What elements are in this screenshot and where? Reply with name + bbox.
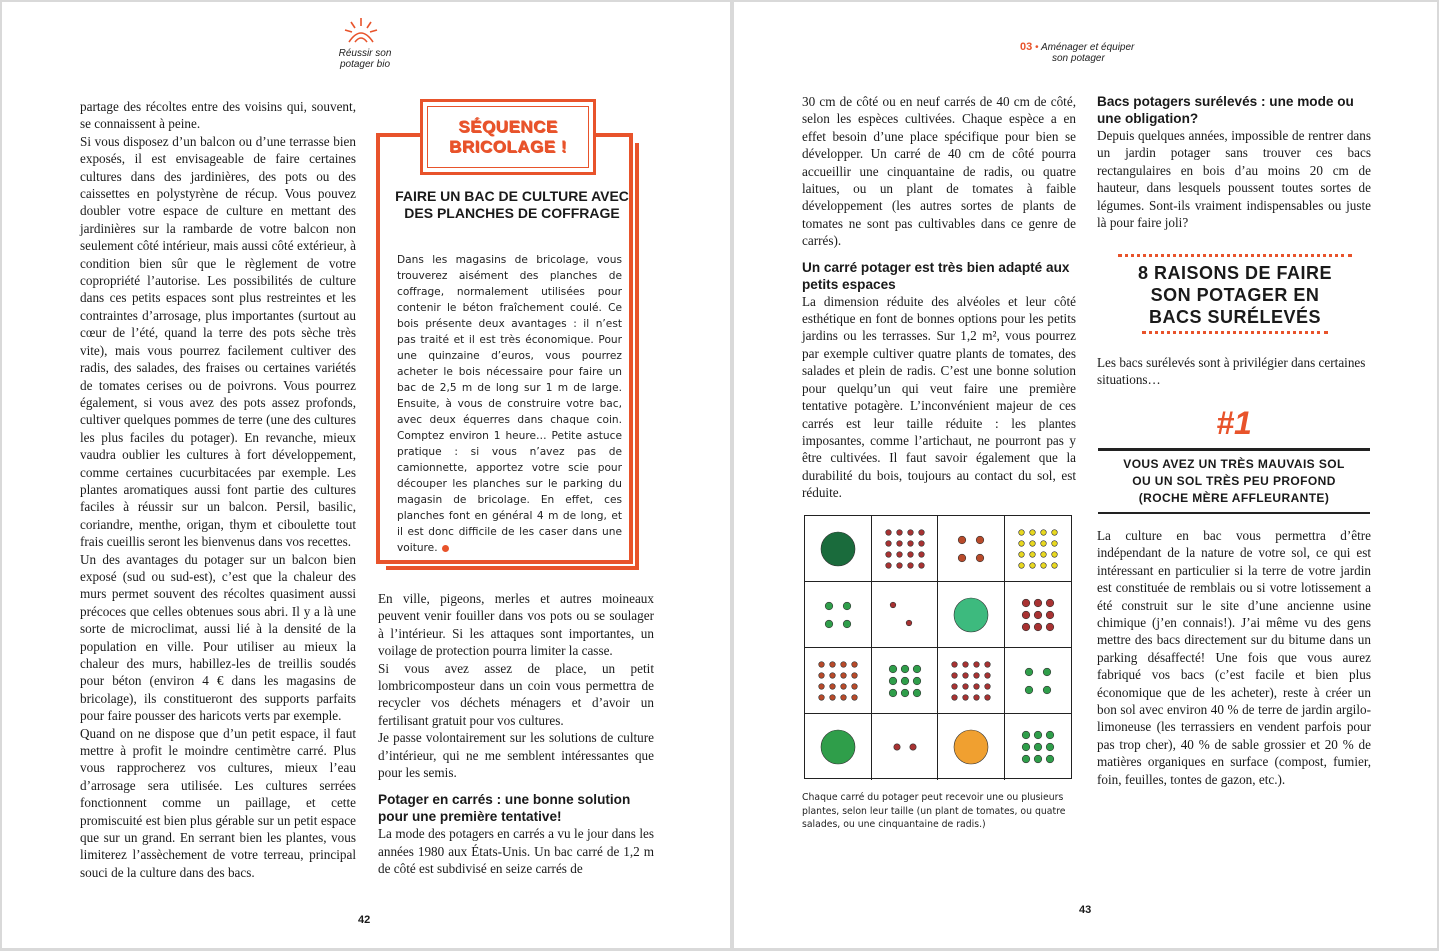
- sequence-tag-line: BRICOLAGE !: [449, 137, 567, 156]
- plant-small: [985, 662, 991, 668]
- paragraph: La dimension réduite des alvéoles et leur côté esthétique en font de bonnes options pour les petits jardins ou les terrasses. Sur 1,2 m², vous pourrez par exemple cultiver quatre plants de tomates, des salades et plein de radis. C’est une bonne solution pour quelqu’un qui veut faire une première tentative potagère. L’inconvénient majeur de ces carrés est leur taille réduite : les plantes imposantes, comme l’artichaut, ne pourront pas y être cultivées. Il faut savoir également que la durabilité du bois, toujours au contact du sol, est réduite.: [802, 293, 1076, 501]
- sequence-tag-inner: [427, 106, 589, 168]
- plant-small: [1018, 530, 1024, 536]
- grid-cell: [805, 648, 872, 714]
- running-header-line: son potager: [1052, 53, 1105, 64]
- plant-small: [976, 536, 984, 544]
- grid-cell: [938, 582, 1005, 648]
- chapter-number: 03: [1020, 41, 1033, 53]
- plant-small: [952, 695, 958, 701]
- plant-small: [1034, 623, 1042, 631]
- grid-cell: [805, 516, 872, 582]
- reason-number: #1: [1216, 405, 1252, 441]
- plant-small: [952, 662, 958, 668]
- plant-small: [1025, 668, 1033, 676]
- plant-small: [819, 684, 825, 690]
- left-text-column: [80, 98, 356, 881]
- plant-small: [830, 662, 836, 668]
- paragraph: partage des récoltes entre des voisins qui, souvent, se connaissent à peine.: [80, 99, 356, 132]
- plant-small: [1043, 686, 1051, 694]
- plant-small: [907, 541, 913, 547]
- left-page: [2, 2, 730, 948]
- plant-small: [830, 673, 836, 679]
- page-number-right: 43: [1079, 904, 1092, 916]
- sequence-body: [397, 252, 622, 556]
- plant-small: [1022, 611, 1030, 619]
- grid-cell: [872, 648, 939, 714]
- plant-small: [906, 620, 912, 626]
- plant-small: [889, 689, 897, 697]
- plant-small: [909, 744, 915, 750]
- plant-small: [1022, 623, 1030, 631]
- plant-small: [985, 673, 991, 679]
- plant-small: [918, 541, 924, 547]
- plant-small: [885, 541, 891, 547]
- plant-large: [821, 730, 855, 764]
- grid-cell-plants: [939, 583, 1003, 647]
- plant-small: [958, 554, 966, 562]
- grid-cell-plants: [1006, 583, 1070, 647]
- section-heading: Bacs potagers surélevés : une mode ou une obligation?: [1097, 94, 1354, 126]
- plant-small: [1043, 668, 1051, 676]
- plant-small: [1040, 552, 1046, 558]
- sun-logo-icon: [341, 16, 381, 50]
- plant-small: [841, 695, 847, 701]
- plant-small: [852, 684, 858, 690]
- plant-small: [974, 695, 980, 701]
- square-garden-grid: [804, 515, 1072, 779]
- paragraph: 30 cm de côté ou en neuf carrés de 40 cm de côté, selon les espèces cultivées. Chaque espèce a en effet besoin d’une place spécifique pour bien se développer. Un carré de 40 cm de côté pourra accueillir une cinquantaine de radis, ou quatre laitues, ou un plant de tomates à faible développement (les autres sortes de plants de tomates ne sont pas cultivables dans ce genre de carrés).: [802, 94, 1076, 249]
- plant-small: [1018, 552, 1024, 558]
- plant-small: [1046, 755, 1054, 763]
- plant-small: [1040, 530, 1046, 536]
- sequence-tag-line: SÉQUENCE: [458, 117, 558, 136]
- reason-1-text: La culture en bac vous permettra d’être indépendant de la nature de votre sol, ce qui est intéressant en particulier si la terre de votre jardin est constituée de remblais ou si votre lotissement a été construit sur le site d’une ancienne usine chimique (j’en connais!). J’ai même vu des gens mettre des bacs directement sur du bitume dans un parking désaffecté! Une fois que vous aurez fabriqué vos bacs (c’est facile et bien plus économique que de les acheter), reste à créer un bon sol avec environ 40 % de terre de jardin argilo-limoneuse (les terrassiers en vendent parfois pour pas trop cher), 40 % de sable grossier et 20 % de matières organiques en surface (compost, fumier, foin, feuilles, tontes de gazon, etc.).: [1097, 528, 1371, 787]
- plant-small: [889, 665, 897, 673]
- page-number-left: 42: [358, 914, 371, 926]
- plant-small: [976, 554, 984, 562]
- paragraph: En ville, pigeons, merles et autres moineaux peuvent venir fouiller dans vos pots ou se soulager à l’intérieur. Si les attaques sont importantes, un voilage de protection pourra limiter la casse.: [378, 591, 654, 659]
- plant-small: [918, 552, 924, 558]
- plant-small: [1025, 686, 1033, 694]
- plant-small: [819, 695, 825, 701]
- plant-small: [841, 673, 847, 679]
- plant-small: [963, 695, 969, 701]
- plant-small: [1034, 611, 1042, 619]
- plant-small: [1022, 755, 1030, 763]
- plant-small: [852, 673, 858, 679]
- plant-small: [1029, 530, 1035, 536]
- plant-small: [952, 673, 958, 679]
- plant-small: [1046, 623, 1054, 631]
- plant-small: [913, 677, 921, 685]
- plant-small: [963, 684, 969, 690]
- grid-cell: [938, 516, 1005, 582]
- eight-reasons-line: BACS SURÉLEVÉS: [1148, 307, 1322, 327]
- running-header-left: [320, 48, 410, 70]
- plant-small: [1034, 731, 1042, 739]
- plant-small: [1051, 552, 1057, 558]
- chapter-bullet: •: [1035, 42, 1039, 53]
- right-text-column-1: [802, 93, 1076, 502]
- plant-small: [896, 541, 902, 547]
- plant-small: [974, 673, 980, 679]
- plant-large: [954, 730, 988, 764]
- plant-small: [890, 602, 896, 608]
- grid-cell: [1005, 648, 1072, 714]
- grid-cell-plants: [873, 649, 937, 713]
- plant-small: [913, 665, 921, 673]
- grid-cell-plants: [1006, 517, 1070, 581]
- running-header-line: Réussir son: [338, 48, 392, 59]
- plant-small: [830, 695, 836, 701]
- grid-cell-plants: [1006, 649, 1070, 713]
- right-text-column-2: [1097, 93, 1371, 231]
- running-header-line: [1020, 42, 1170, 53]
- paragraph: Un des avantages du potager sur un balcon bien exposé (sud ou sud-est), c’est que la chaleur des murs permet souvent des récoltes quasiment aussi précoces que celles obtenues sous abri. Il y a là une sorte de microclimat, aussi lié à la densité de la population en ville. Pour utiliser au mieux la chaleur des murs, habillez-les de treillis soudés pour béton (environ 4 € dans les magasins de bricolage), ils constitueront des supports parfaits pour faire pousser des haricots verts par exemple.: [80, 551, 356, 724]
- plant-small: [918, 530, 924, 536]
- plant-small: [907, 530, 913, 536]
- grid-cell: [872, 582, 939, 648]
- plant-small: [1051, 541, 1057, 547]
- section-heading: Potager en carrés : une bonne solution pour une première tentative!: [378, 792, 631, 825]
- reason-title-line: OU UN SOL TRÈS PEU PROFOND: [1132, 474, 1336, 488]
- grid-cell-plants: [806, 517, 870, 581]
- reason-title-line: (ROCHE MÈRE AFFLEURANTE): [1138, 491, 1330, 505]
- plant-small: [896, 563, 902, 569]
- plant-small: [1034, 599, 1042, 607]
- eight-reasons-line: 8 RAISONS DE FAIRE: [1137, 263, 1333, 283]
- sequence-tag-text: [449, 117, 567, 157]
- plant-small: [825, 620, 833, 628]
- grid-cell-plants: [873, 517, 937, 581]
- plant-small: [907, 552, 913, 558]
- paragraph: Je passe volontairement sur les solutions de culture d’intérieur, qui ne me semblent intéressantes que pour les semis.: [378, 730, 654, 781]
- plant-small: [1034, 755, 1042, 763]
- grid-cell: [872, 714, 939, 780]
- plant-small: [1029, 552, 1035, 558]
- grid-cell-plants: [939, 649, 1003, 713]
- plant-small: [913, 689, 921, 697]
- grid-cell-plants: [806, 583, 870, 647]
- plant-small: [963, 673, 969, 679]
- grid-cell-plants: [873, 715, 937, 779]
- sequence-title: FAIRE UN BAC DE CULTURE AVEC DES PLANCHES DE COFFRAGE: [395, 188, 629, 221]
- plant-small: [889, 677, 897, 685]
- plant-small: [1018, 541, 1024, 547]
- plant-large: [821, 532, 855, 566]
- plant-large: [954, 598, 988, 632]
- plant-small: [952, 684, 958, 690]
- plant-small: [907, 563, 913, 569]
- grid-cell: [805, 582, 872, 648]
- plant-small: [825, 602, 833, 610]
- plant-small: [843, 620, 851, 628]
- plant-small: [1046, 743, 1054, 751]
- plant-small: [1046, 599, 1054, 607]
- running-header-line: potager bio: [339, 59, 391, 70]
- grid-cell: [1005, 714, 1072, 780]
- plant-small: [985, 684, 991, 690]
- plant-small: [893, 744, 899, 750]
- plant-small: [1034, 743, 1042, 751]
- plant-small: [1046, 731, 1054, 739]
- running-header-right: [1020, 42, 1170, 64]
- paragraph: Depuis quelques années, impossible de rentrer dans un jardin potager sans trouver ces bacs rectangulaires en bois d’au moins 20 cm de hauteur, dans lesquels poussent toutes sortes de légumes. Sont-ils vraiment indispensables ou juste là pour faire joli?: [1097, 128, 1371, 231]
- grid-cell: [872, 516, 939, 582]
- plant-small: [958, 536, 966, 544]
- plant-small: [901, 665, 909, 673]
- figure-caption: Chaque carré du potager peut recevoir une ou plusieurs plantes, selon leur taille (un plant de tomates, ou quatre salades, ou une cinquantaine de radis.): [802, 792, 1066, 830]
- grid-cell: [1005, 582, 1072, 648]
- sequence-tag: [420, 99, 596, 175]
- plant-small: [1022, 599, 1030, 607]
- grid-cell-plants: [939, 517, 1003, 581]
- chapter-title: Aménager et équiper: [1040, 42, 1135, 53]
- end-dot-icon: [442, 545, 449, 552]
- plant-small: [974, 684, 980, 690]
- paragraph: Quand on ne dispose que d’un petit espace, il faut mettre à profit le moindre centimètre carré. Plus vous rapprocherez vos cultures, mieux l’eau d’arrosage sera utilisée. Les cultures serrées fonctionnent comme un paillage, et cette promiscuité est bien plus gérable sur un petit espace que sur un grand. En serrant bien les plantes, vous limiterez l’assèchement de votre terreau, principal souci de la culture dans des bacs.: [80, 725, 356, 880]
- plant-small: [1040, 541, 1046, 547]
- grid-cell-plants: [873, 583, 937, 647]
- plant-small: [1051, 530, 1057, 536]
- eight-reasons-line: SON POTAGER EN: [1150, 285, 1320, 305]
- grid-cell-plants: [806, 715, 870, 779]
- eight-reasons-heading: [1112, 254, 1358, 334]
- reason-title-line: VOUS AVEZ UN TRÈS MAUVAIS SOL: [1123, 457, 1345, 471]
- reason-title: [1098, 456, 1370, 507]
- plant-small: [1029, 541, 1035, 547]
- plant-small: [1051, 563, 1057, 569]
- sequence-body-text: Dans les magasins de bricolage, vous trouverez aisément des planches de coffrage, normalement utilisées pour contenir le béton fraîchement coulé. Ce bois présente deux avantages : il n’est pas traité et il est très économique. Pour une quinzaine d’euros, vous pourrez acheter le bois nécessaire pour faire un bac de 2,5 m de long sur 1 m de large. Ensuite, à vous de construire votre bac, avec deux équerres dans chaque coin. Comptez environ 1 heure… Petite astuce pratique : si vous n’avez pas de camionnette, apportez votre scie pour découper les planches sur le parking du magasin de bricolage. En effet, ces planches font en général 4 m de long, et il est donc difficile de les caser dans une voiture.: [397, 254, 622, 554]
- grid-cell-plants: [939, 715, 1003, 779]
- plant-small: [852, 662, 858, 668]
- dotted-rule: [1142, 331, 1328, 334]
- plant-small: [901, 677, 909, 685]
- paragraph: Si vous avez assez de place, un petit lombricomposteur dans un coin vous permettra de recycler vos déchets ménagers et d’avoir un fertilisant gratuit pour vos cultures.: [378, 660, 654, 728]
- thick-rule: [1098, 448, 1370, 451]
- grid-cell: [1005, 516, 1072, 582]
- plant-small: [1022, 731, 1030, 739]
- plant-small: [974, 662, 980, 668]
- plant-small: [830, 684, 836, 690]
- plant-small: [896, 530, 902, 536]
- grid-cell: [938, 714, 1005, 780]
- plant-small: [1040, 563, 1046, 569]
- plant-small: [901, 689, 909, 697]
- plant-small: [963, 662, 969, 668]
- grid-cell-plants: [1006, 715, 1070, 779]
- plant-small: [1046, 611, 1054, 619]
- grid-cell-plants: [806, 649, 870, 713]
- plant-small: [843, 602, 851, 610]
- plant-small: [1022, 743, 1030, 751]
- grid-cell: [938, 648, 1005, 714]
- paragraph: La mode des potagers en carrés a vu le jour dans les années 1980 aux États-Unis. Un bac carré de 1,2 m de côté est subdivisé en seize carrés de: [378, 826, 654, 877]
- plant-small: [1018, 563, 1024, 569]
- section-heading: Un carré potager est très bien adapté aux petits espaces: [802, 259, 1070, 292]
- plant-small: [841, 684, 847, 690]
- plant-small: [1029, 563, 1035, 569]
- thin-rule: [1098, 512, 1370, 514]
- grid-cell: [805, 714, 872, 780]
- paragraph: Si vous disposez d’un balcon ou d’une terrasse bien exposés, il est envisageable de faire certaines cultures dans des jardinières, des pots ou des caissettes en polystyrène de récup. Vous pouvez doubler votre espace de culture en mettant des jardinières sur la rambarde de votre balcon non seulement côté intérieur, mais aussi côté extérieur, à condition bien sûr que le règlement de votre copropriété l’autorise. Les possibilités de culture dans ces petits espaces sont plus restreintes et les contraintes d’arrosage, plus importantes (surtout au cœur de l’été, quand la terre des pots sèche très vite), mais vous pourrez facilement cultiver des radis, des salades, des fraises ou certaines variétés de tomates cerises ou de poivrons. Vous pourrez également, si vous avez des pots assez profonds, cultiver quelques pommes de terre (une des cultures les plus faciles du potager). En revanche, mieux vaudra oublier les cultures à fort développement, comme certaines cucurbitacées par exemple. Les plantes aromatiques aussi font partie des cultures faciles à réussir sur un balcon. Persil, basilic, coriandre, menthe, origan, thym et ciboulette tout frais cueillis seront les bienvenus dans vos recettes.: [80, 133, 356, 550]
- plant-small: [852, 695, 858, 701]
- plant-small: [885, 563, 891, 569]
- middle-text-column: [378, 590, 654, 878]
- eight-reasons-title: [1112, 257, 1358, 331]
- plant-small: [819, 662, 825, 668]
- plant-small: [918, 563, 924, 569]
- intro-text: Les bacs surélevés sont à privilégier dans certaines situations…: [1097, 355, 1366, 388]
- plant-small: [896, 552, 902, 558]
- plant-small: [985, 695, 991, 701]
- plant-small: [819, 673, 825, 679]
- plant-small: [885, 552, 891, 558]
- plant-small: [885, 530, 891, 536]
- plant-small: [841, 662, 847, 668]
